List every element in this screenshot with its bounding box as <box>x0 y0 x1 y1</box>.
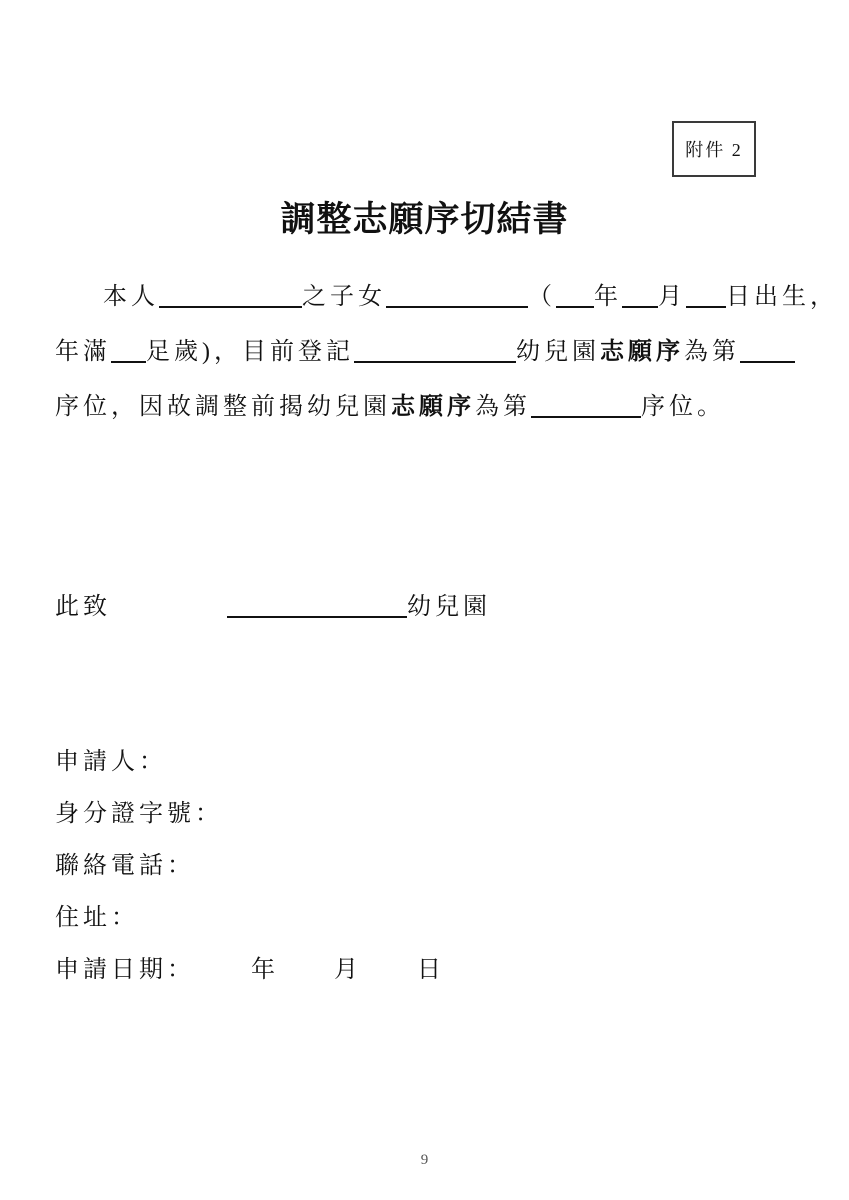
applicant-field <box>55 736 825 788</box>
text-segment: 月 <box>334 957 362 983</box>
text-segment: 序位，因故調整前揭幼兒園 <box>55 394 391 420</box>
paragraph-line <box>55 325 825 380</box>
text-segment: 幼兒園 <box>407 594 491 620</box>
text-segment: 身分證字號： <box>55 801 223 827</box>
paragraph-line <box>55 380 825 435</box>
signature-fields <box>55 736 825 996</box>
paragraph-line <box>55 270 838 325</box>
text-segment: 日 <box>417 957 445 983</box>
document-title: 調整志願序切結書 <box>280 200 569 239</box>
text-segment: 住址： <box>55 905 139 931</box>
id-number-field <box>55 788 825 840</box>
text-segment: 幼兒園 <box>516 339 600 365</box>
blank-underline-field <box>622 282 658 308</box>
text-segment: 申請人： <box>55 749 167 775</box>
blank-underline-field <box>556 282 594 308</box>
attachment-box <box>672 121 756 177</box>
text-segment: 月 <box>658 284 686 310</box>
blank-underline-field <box>227 592 407 618</box>
blank-underline-field <box>386 282 528 308</box>
text-segment: 年 <box>594 284 622 310</box>
page-number: 9 <box>420 1152 429 1168</box>
text-segment: 本人 <box>103 284 159 310</box>
blank-underline-field <box>531 392 641 418</box>
blank-underline-field <box>354 337 516 363</box>
text-segment: 日出生， <box>726 284 838 310</box>
text-segment: 志願序 <box>600 339 684 365</box>
blank-underline-field <box>111 337 146 363</box>
text-segment: 此致 <box>55 594 111 620</box>
text-segment: 為第 <box>684 339 740 365</box>
body-paragraph <box>55 270 838 435</box>
blank-underline-field <box>159 282 302 308</box>
text-segment: 足歲)，目前登記 <box>146 339 354 365</box>
text-segment: 聯絡電話： <box>55 853 195 879</box>
text-segment: 為第 <box>475 394 531 420</box>
text-segment: 年 <box>251 957 279 983</box>
attachment-label: 附件 2 <box>685 140 743 160</box>
salutation-line <box>55 580 825 635</box>
text-segment: 志願序 <box>391 394 475 420</box>
text-segment: 序位。 <box>641 394 725 420</box>
phone-field <box>55 840 825 892</box>
salutation-line-container <box>55 580 825 635</box>
text-segment: 之子女 <box>302 284 386 310</box>
text-segment: 年滿 <box>55 339 111 365</box>
application-date-field <box>55 944 825 996</box>
text-segment: 申請日期： <box>55 957 195 983</box>
blank-underline-field <box>740 337 795 363</box>
text-segment: （ <box>528 284 556 310</box>
address-field <box>55 892 825 944</box>
blank-underline-field <box>686 282 726 308</box>
